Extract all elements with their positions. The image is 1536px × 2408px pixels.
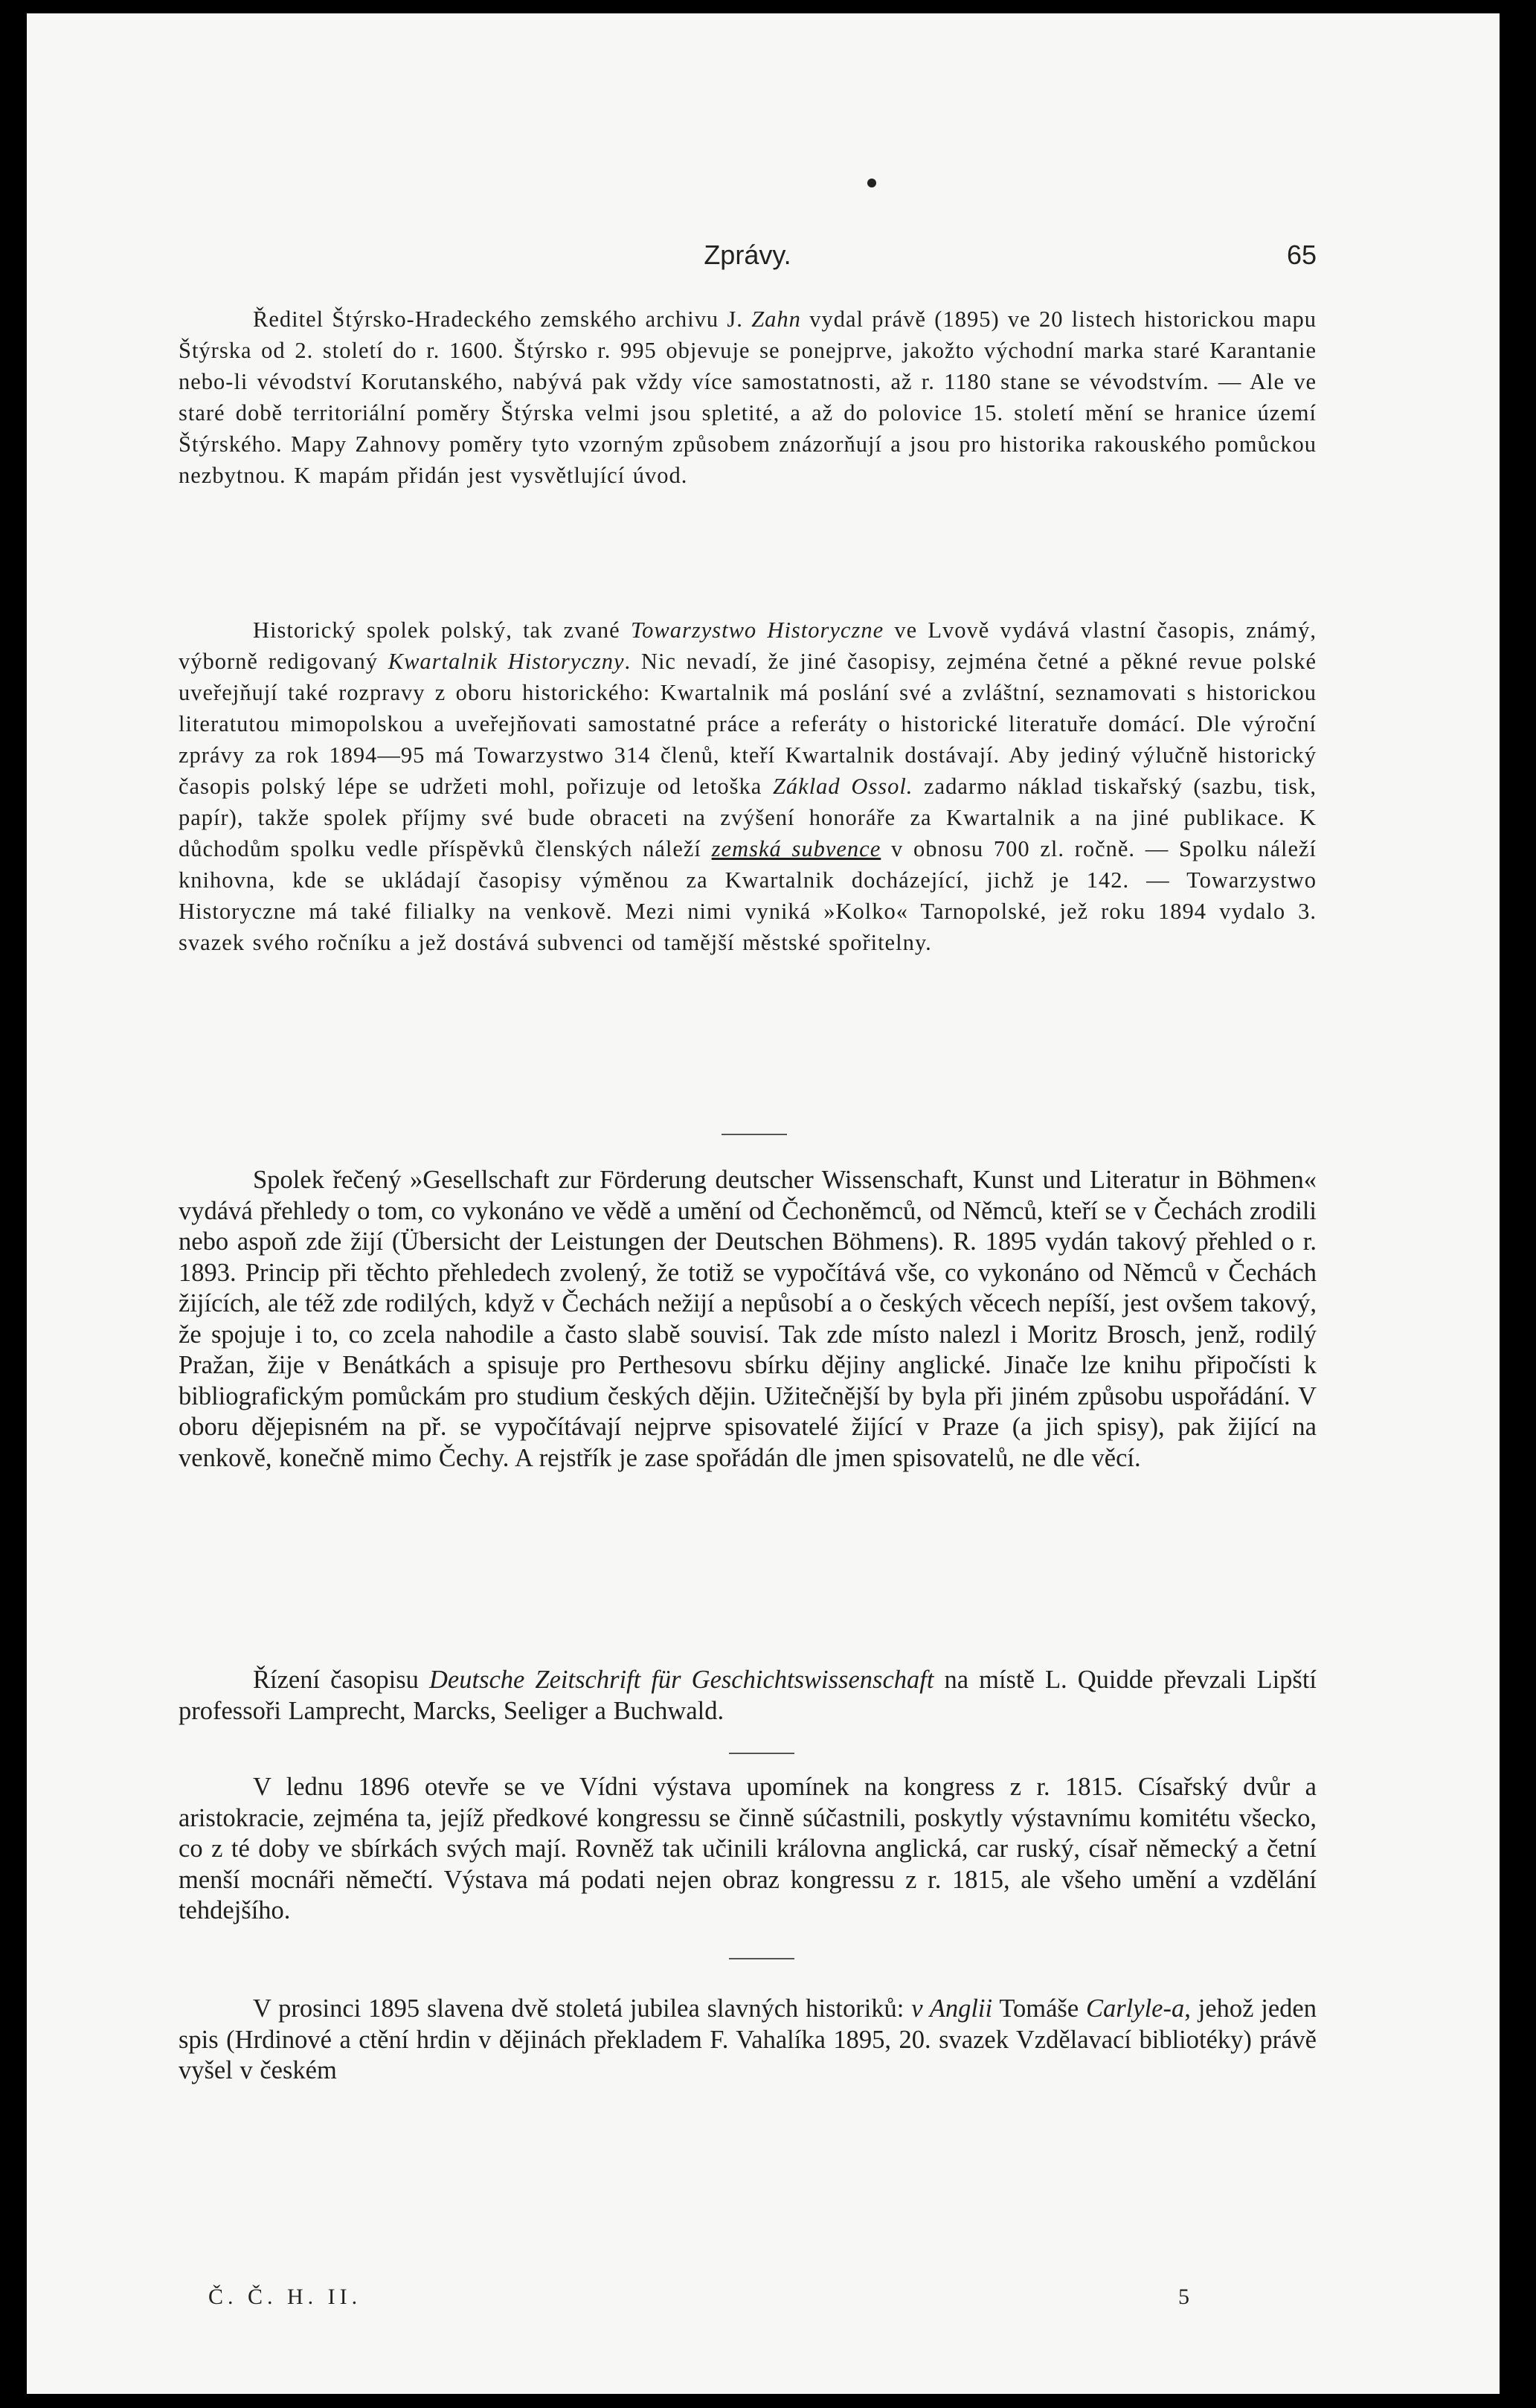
sheet-number: 5 — [1178, 2285, 1189, 2309]
paragraph-text: V lednu 1896 otevře se ve Vídni výstava upomínek na kongress z r. 1815. Císařský dvůr a aristokracie, zejména ta, jejíž předkové kongressu se činně súčastnili, poskytly výstavnímu komitétu všecko, co z té doby ve sbírkách svých mají. Rovněž tak učinili královna anglická, car ruský, císař německý a četní menší mocnáři němečtí. Výstava má podati nejen obraz kongressu z r. 1815, ale všeho umění a vzdělání tehdejšího. — [179, 1773, 1317, 1924]
page-title: Zprávy. — [704, 240, 791, 270]
emphasis: Kwartalnik Historyczny — [388, 649, 625, 674]
page-number: 65 — [1286, 240, 1317, 270]
paragraph-text: Řízení časopisu Deutsche Zeitschrift für Geschichtswissenschaft na místě L. Quidde převzali Lipští professoři Lamprecht, Marcks, Seeliger a Buchwald. — [179, 1666, 1317, 1725]
page-footer — [179, 2285, 1220, 2314]
section-divider — [729, 1753, 794, 1754]
paragraph-text: Ředitel Štýrsko-Hradeckého zemského archivu J. Zahn vydal právě (1895) ve 20 listech historickou mapu Štýrska od 2. století do r. 1600. Štýrsko r. 995 objevuje se poneјprve, jakožto východní marka staré Karantanie nebo-li vévodství Korutanského, nabývá pak vždy více samostatnosti, až r. 1180 stane se vévodstvím. — Ale ve staré době territoriální poměry Štýrska velmi jsou spletité, a až do polovice 15. století mění se hranice území Štýrského. Mapy Zahnovy poměry tyto vzorným způsobem znázorňují a jsou pro historika rakouského pomůckou nezbytnou. K mapám přidán jest vysvětlující úvod. — [179, 306, 1317, 488]
emphasis: zemská subvence — [711, 836, 881, 861]
emphasis: Deutsche Zeitschrift für Geschichtswissenschaft — [429, 1666, 934, 1694]
section-divider — [722, 1134, 787, 1135]
paragraph-text: Spolek řečený »Gesellschaft zur Förderung deutscher Wissenschaft, Kunst und Literatur in Böhmen« vydává přehledy o tom, co vykonáno ve vědě a umění od Čechoněmců, od Němců, kteří se v Čechách zrodili nebo aspoň zde žijí (Übersicht der Leistungen der Deutschen Böhmens). R. 1895 vydán takový přehled o r. 1893. Princip při těchto přehledech zvolený, že totiž se vypočítává vše, co vykonáno od Němců v Čechách žijících, ale též zde rodilých, když v Čechách nežijí a nepůsobí a o českých věcech nepíší, jest ovšem takový, že spojuje i to, co zcela nahodile a často slabě souvisí. Tak zde místo nalezl i Moritz Brosch, jenž, rodilý Pražan, žije v Benátkách a spisuje pro Perthesovu sbírku dějiny anglické. Jinače lze knihu připočísti k bibliografickým pomůckám pro studium českých dějin. Užitečnější by byla při jiném způsobu uspořádání. V oboru dějepisném na př. se vypočítávají nejprve spisovatelé žijící v Praze (a jich spisy), pak žijící na venkově, konečně mimo Čechy. A rejstřík je zase spořádán dle jmen spisovatelů, ne dle věcí. — [179, 1166, 1317, 1472]
paragraph-zeitschrift — [179, 1665, 1317, 1727]
emphasis: Towarzystwo Historyczne — [630, 617, 884, 643]
emphasis: Základ Ossol. — [772, 774, 913, 799]
ink-speck — [867, 179, 876, 187]
paragraph-text: V prosinci 1895 slavena dvě stoletá jubilea slavných historiků: v Anglii Tomáše Carlyle-a, jehož jeden spis (Hrdinové a ctění hrdin v dějinách překladem F. Vahalíka 1895, 20. svazek Vzdělavací bibliotéky) právě vyšel v českém — [179, 1994, 1317, 2084]
journal-signature: Č. Č. H. II. — [208, 2285, 362, 2309]
paragraph-vienna-exhibition — [179, 1772, 1317, 1927]
section-divider — [729, 1958, 794, 1959]
running-header — [179, 240, 1317, 277]
paragraph-polish-society — [179, 614, 1317, 958]
paragraph-text: Historický spolek polský, tak zvané Towarzystwo Historyczne ve Lvově vydává vlastní časopis, známý, výborně redigovaný Kwartalnik Historyczny. Nic nevadí, že jiné časopisy, zejména četné a pěkné revue polské uveřejňují také rozpravy z oboru historického: Kwartalnik má poslání své a zvláštní, seznamovati s historickou literatutou mimopolskou a uveřejňovati samostatné práce a referáty o historické literatuře domácí. Dle výroční zprávy za rok 1894—95 má Towarzystwo 314 členů, kteří Kwartalnik dostávají. Aby jediný výlučně historický časopis polský lépe se udržeti mohl, pořizuje od letoška Základ Ossol. zadarmo náklad tiskařský (sazbu, tisk, papír), takže spolek příjmy své bude obraceti na zvýšení honoráře za Kwartalnik a na jiné publikace. K důchodům spolku vedle příspěvků členských náleží zemská subvence v obnosu 700 zl. ročně. — Spolku náleží knihovna, kde se ukládají časopisy výměnou za Kwartalnik docházející, jichž je 142. — Towarzystwo Historyczne má také filialky na venkově. Mezi nimi vyniká »Kolko« Tarnopolské, jež roku 1894 vydalo 3. svazek svého ročníku a jež dostává subvenci od tamější městské spořitelny. — [179, 617, 1317, 955]
paragraph-styrsko-map — [179, 304, 1317, 491]
emphasis: Carlyle-a — [1085, 1994, 1185, 2023]
paragraph-gesellschaft — [179, 1165, 1317, 1474]
paragraph-jubilees — [179, 1994, 1317, 2087]
emphasis: v Anglii — [911, 1994, 993, 2023]
emphasis: Zahn — [751, 306, 801, 332]
